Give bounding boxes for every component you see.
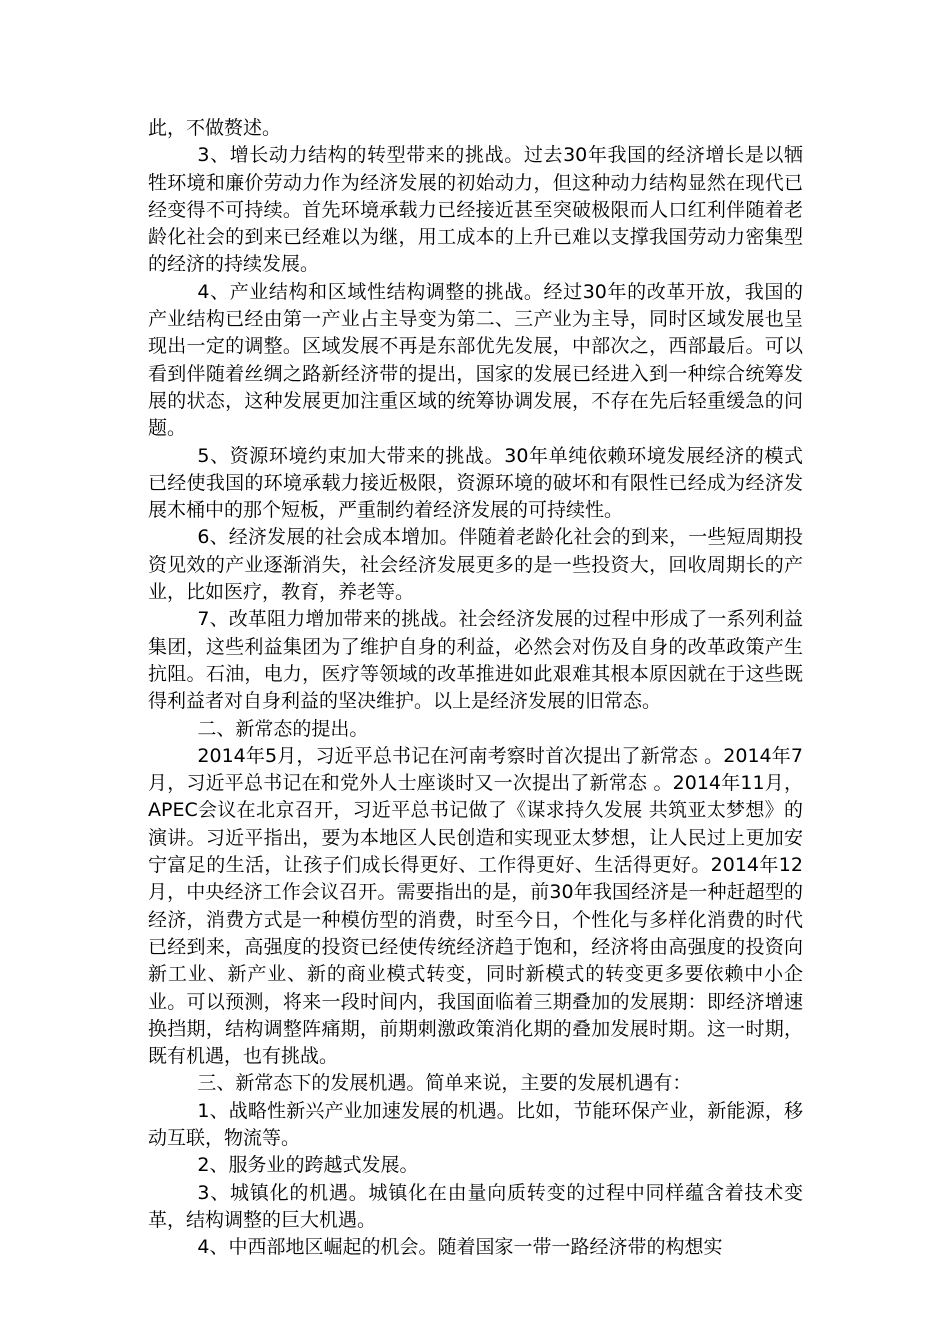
paragraph-continuation: 此，不做赘述。 [148, 117, 282, 139]
paragraph-challenge-5: 5、资源环境约束加大带来的挑战。30年单纯依赖环境发展经济的模式已经使我国的环境承载力接近极限，资源环境的破坏和有限性已经成为经济发展木桶中的那个短板，严重制约着经济发展的可持续性。 [148, 444, 803, 522]
paragraph-challenge-4: 4、产业结构和区域性结构调整的挑战。经过30年的改革开放，我国的产业结构已经由第一产业占主导变为第二、三产业为主导，同时区域发展也呈现出一定的调整。区域发展不再是东部优先发展，中部次之，西部最后。可以看到伴随着丝绸之路新经济带的提出，国家的发展已经进入到一种综合统筹发展的状态，这种发展更加注重区域的统筹协调发展，不存在先后轻重缓急的问题。 [148, 280, 803, 440]
paragraph-new-normal: 2014年5月，习近平总书记在河南考察时首次提出了新常态 。2014年7月，习近平总书记在和党外人士座谈时又一次提出了新常态 。2014年11月，APEC会议在北京召开，习近平总书记做了《谋求持久发展 共筑亚太梦想》的演讲。习近平指出，要为本地区人民创造和实现亚太梦想，让人民过上更加安宁富足的生活，让孩子们成长得更好、工作得更好、生活得更好。2014年12月，中央经济工作会议召开。需要指出的是，前30年我国经济是一种赶超型的经济，消费方式是一种模仿型的消费，时至今日，个性化与多样化消费的时代已经到来，高强度的投资已经使传统经济趋于饱和，经济将由高强度的投资向新工业、新产业、新的商业模式转变，同时新模式的转变更多要依赖中小企业。可以预测，将来一段时间内，我国面临着三期叠加的发展期：即经济增速换挡期，结构调整阵痛期，前期刺激政策消化期的叠加发展时期。这一时期，既有机遇，也有挑战。 [148, 744, 803, 1068]
paragraph-opportunity-3: 3、城镇化的机遇。城镇化在由量向质转变的过程中同样蕴含着技术变革，结构调整的巨大机遇。 [148, 1181, 803, 1231]
paragraph-challenge-3: 3、增长动力结构的转型带来的挑战。过去30年我国的经济增长是以牺牲环境和廉价劳动力作为经济发展的初始动力，但这种动力结构显然在现代已经变得不可持续。首先环境承载力已经接近甚至突破极限而人口红利伴随着老龄化社会的到来已经难以为继，用工成本的上升已难以支撑我国劳动力密集型的经济的持续发展。 [148, 144, 803, 276]
paragraph-challenge-6: 6、经济发展的社会成本增加。伴随着老龄化社会的到来，一些短周期投资见效的产业逐渐消失，社会经济发展更多的是一些投资大，回收周期长的产业，比如医疗，教育，养老等。 [148, 526, 803, 604]
section-heading-2: 二、新常态的提出。 [197, 717, 369, 740]
paragraph-opportunity-4: 4、中西部地区崛起的机会。随着国家一带一路经济带的构想实 [197, 1236, 723, 1259]
paragraph-challenge-7: 7、改革阻力增加带来的挑战。社会经济发展的过程中形成了一系列利益集团，这些利益集团为了维护自身的利益，必然会对伤及自身的改革政策产生抗阻。石油，电力，医疗等领域的改革推进如此艰难其根本原因就在于这些既得利益者对自身利益的坚决维护。以上是经济发展的旧常态。 [148, 608, 803, 713]
section-heading-3: 三、新常态下的发展机遇。简单来说，主要的发展机遇有： [197, 1072, 692, 1095]
paragraph-opportunity-1: 1、战略性新兴产业加速发展的机遇。比如，节能环保产业，新能源，移动互联，物流等。 [148, 1099, 803, 1149]
paragraph-opportunity-2: 2、服务业的跨越式发展。 [197, 1154, 419, 1177]
document-page [148, 115, 803, 1261]
